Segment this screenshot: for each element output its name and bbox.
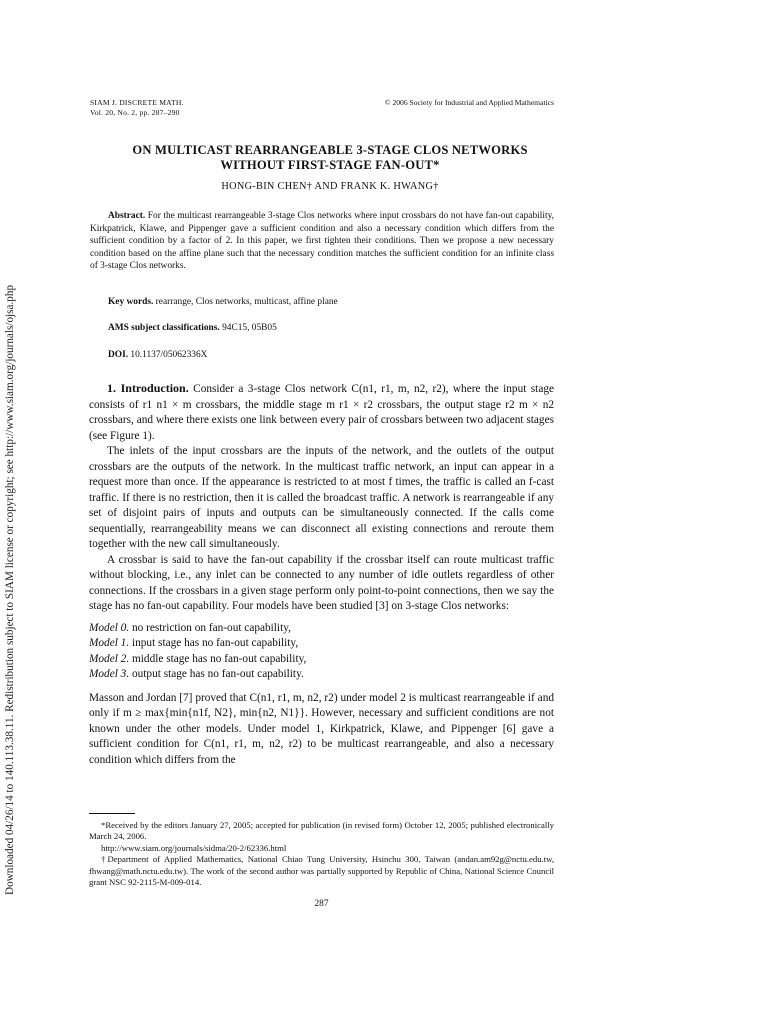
section-heading: 1. Introduction. bbox=[107, 381, 189, 395]
download-notice: Downloaded 04/26/14 to 140.113.38.11. Redistribution subject to SIAM license or copyright; see http://www.siam.org/journals/ojsa.php bbox=[4, 284, 16, 895]
intro-paragraph-3: A crossbar is said to have the fan-out capability if the crossbar itself can route multicast traffic without blocking, i.e., any inlet can be connected to any number of idle outlets regardless of other connections. If the crossbars in a given stage perform only point-to-point connections, then we say the stage has no fan-out capability. Four models have been studied [3] on 3-stage Clos networks: bbox=[89, 553, 554, 612]
footnotes bbox=[89, 820, 554, 888]
model-item: Model 2. middle stage has no fan-out capability, bbox=[89, 652, 307, 665]
title-line-2: WITHOUT FIRST-STAGE FAN-OUT* bbox=[220, 158, 440, 172]
abstract-text: For the multicast rearrangeable 3-stage Clos networks where input crossbars do not have fan-out capability, Kirkpatrick, Klawe, and Pippenger gave a sufficient condition and also a necessary condition which differs from the sufficient condition by a factor of 2. In this paper, we first tighten their conditions. Then we propose a new necessary condition based on the affine plane such that the necessary condition matches the sufficient condition for an infinite class of 3-stage Clos networks. bbox=[90, 211, 554, 272]
footnote-received: *Received by the editors January 27, 2005; accepted for publication (in revised form) October 12, 2005; published electronically March 24, 2006. bbox=[89, 820, 554, 842]
journal-volume: Vol. 20, No. 2, pp. 287–290 bbox=[90, 108, 180, 117]
intro-paragraph-1: Consider a 3-stage Clos network C(n1, r1, m, n2, r2), where the input stage consists of r1 n1 × m crossbars, the middle stage m r1 × r2 crossbars, the output stage r2 m × n2 crossbars, and where there exists one link between every pair of crossbars between two adjacent stages (see Figure 1). bbox=[89, 383, 554, 442]
keywords-text: rearrange, Clos networks, multicast, affine plane bbox=[155, 297, 338, 307]
ams-label: AMS subject classifications. bbox=[108, 323, 220, 333]
doi bbox=[108, 350, 207, 360]
ams-classification bbox=[108, 323, 277, 333]
introduction-section bbox=[89, 381, 554, 768]
doi-text: 10.1137/05062336X bbox=[130, 350, 208, 360]
copyright-notice: © 2006 Society for Industrial and Applied Mathematics bbox=[384, 98, 554, 107]
intro-paragraph-2: The inlets of the input crossbars are the inputs of the network, and the outlets of the output crossbars are the outputs of the network. In the multicast traffic network, an input can appear in a request more than once. If the appearance is restricted to at most f times, the traffic is called an f-cast traffic. If there is no restriction, then it is called the broadcast traffic. A network is rearrangeable if any set of disjoint pairs of inputs and outputs can be simultaneously connected. If the calls come sequentially, rearrangeability means we can disconnect all existing connections and reroute them together with the new call simultaneously. bbox=[89, 445, 554, 550]
abstract-label: Abstract. bbox=[108, 211, 146, 221]
journal-name: SIAM J. DISCRETE MATH. bbox=[90, 98, 184, 107]
title-line-1: ON MULTICAST REARRANGEABLE 3-STAGE CLOS NETWORKS bbox=[132, 143, 528, 157]
model-list bbox=[89, 621, 554, 683]
page-number: 287 bbox=[314, 899, 329, 909]
footnote-url[interactable]: http://www.siam.org/journals/sidma/20-2/62336.html bbox=[101, 842, 287, 853]
footnote-divider bbox=[89, 813, 135, 814]
model-item: Model 3. output stage has no fan-out capability. bbox=[89, 668, 304, 680]
author-list: HONG-BIN CHEN† AND FRANK K. HWANG† bbox=[221, 181, 439, 192]
paper-title bbox=[80, 143, 580, 173]
model-item: Model 0. no restriction on fan-out capability, bbox=[89, 621, 291, 634]
keywords bbox=[108, 297, 338, 307]
model-item: Model 1. input stage has no fan-out capability, bbox=[89, 637, 299, 649]
footnote-affiliation: †Department of Applied Mathematics, National Chiao Tung University, Hsinchu 300, Taiwan (andan.am92g@nctu.edu.tw, fhwang@math.nctu.edu.tw). The work of the second author was partially supported by Republic of China, National Science Council grant NSC 92-2115-M-009-014. bbox=[89, 854, 554, 888]
journal-info bbox=[90, 98, 184, 118]
ams-text: 94C15, 05B05 bbox=[222, 323, 277, 333]
keywords-label: Key words. bbox=[108, 297, 154, 307]
doi-label: DOI. bbox=[108, 350, 129, 360]
intro-paragraph-4: Masson and Jordan [7] proved that C(n1, r1, m, n2, r2) under model 2 is multicast rearrangeable if and only if m ≥ max{min{n1f, N2}, min{n2, N1}}. However, necessary and sufficient conditions are not known under the other models. Under model 1, Kirkpatrick, Klawe, and Pippenger [6] gave a sufficient condition for C(n1, r1, m, n2, r2) to be multicast rearrangeable, and also a necessary condition which differs from the bbox=[89, 691, 554, 766]
abstract bbox=[90, 210, 554, 273]
